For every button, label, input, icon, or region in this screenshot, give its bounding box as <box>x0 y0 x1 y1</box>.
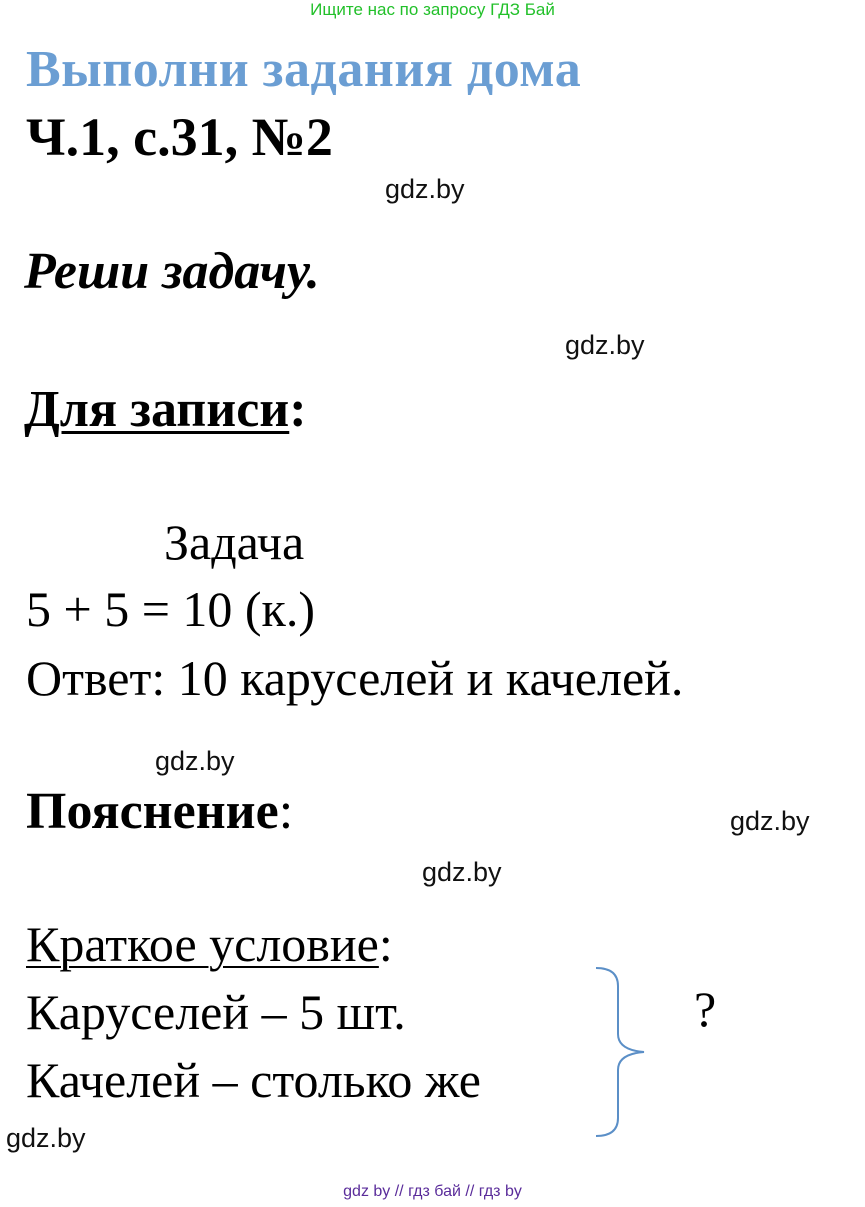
top-search-note: Ищите нас по запросу ГДЗ Бай <box>310 0 555 19</box>
solution-answer: Ответ: 10 каруселей и качелей. <box>26 650 684 706</box>
watermark: gdz.by <box>730 806 810 836</box>
watermark: gdz.by <box>155 746 235 776</box>
instruction: Реши задачу. <box>24 243 320 300</box>
footer-watermarks: gdz by // гдз бай // гдз by <box>343 1183 522 1200</box>
watermark: gdz.by <box>422 857 502 887</box>
condition-heading <box>26 915 393 973</box>
explanation-section-heading <box>26 782 293 841</box>
watermark: gdz.by <box>565 330 645 360</box>
solution-equation: 5 + 5 = 10 (к.) <box>26 581 315 637</box>
condition-title: Краткое условие <box>26 916 379 972</box>
condition-line-1: Каруселей – 5 шт. <box>26 984 406 1040</box>
explanation-section-colon: : <box>278 783 294 840</box>
record-section-label: Для записи <box>24 381 290 438</box>
task-reference: Ч.1, с.31, №2 <box>26 107 333 167</box>
solution-title: Задача <box>164 514 305 570</box>
explanation-section-label: Пояснение <box>26 783 279 840</box>
condition-line-2: Качелей – столько же <box>26 1052 481 1108</box>
curly-brace-icon <box>592 962 652 1142</box>
watermark: gdz.by <box>385 174 465 204</box>
condition-colon: : <box>378 916 393 972</box>
record-section-heading <box>24 380 307 439</box>
record-section-colon: : <box>289 381 307 438</box>
watermark: gdz.by <box>6 1123 86 1153</box>
page-heading: Выполни задания дома <box>26 41 582 98</box>
question-mark: ? <box>694 981 717 1037</box>
